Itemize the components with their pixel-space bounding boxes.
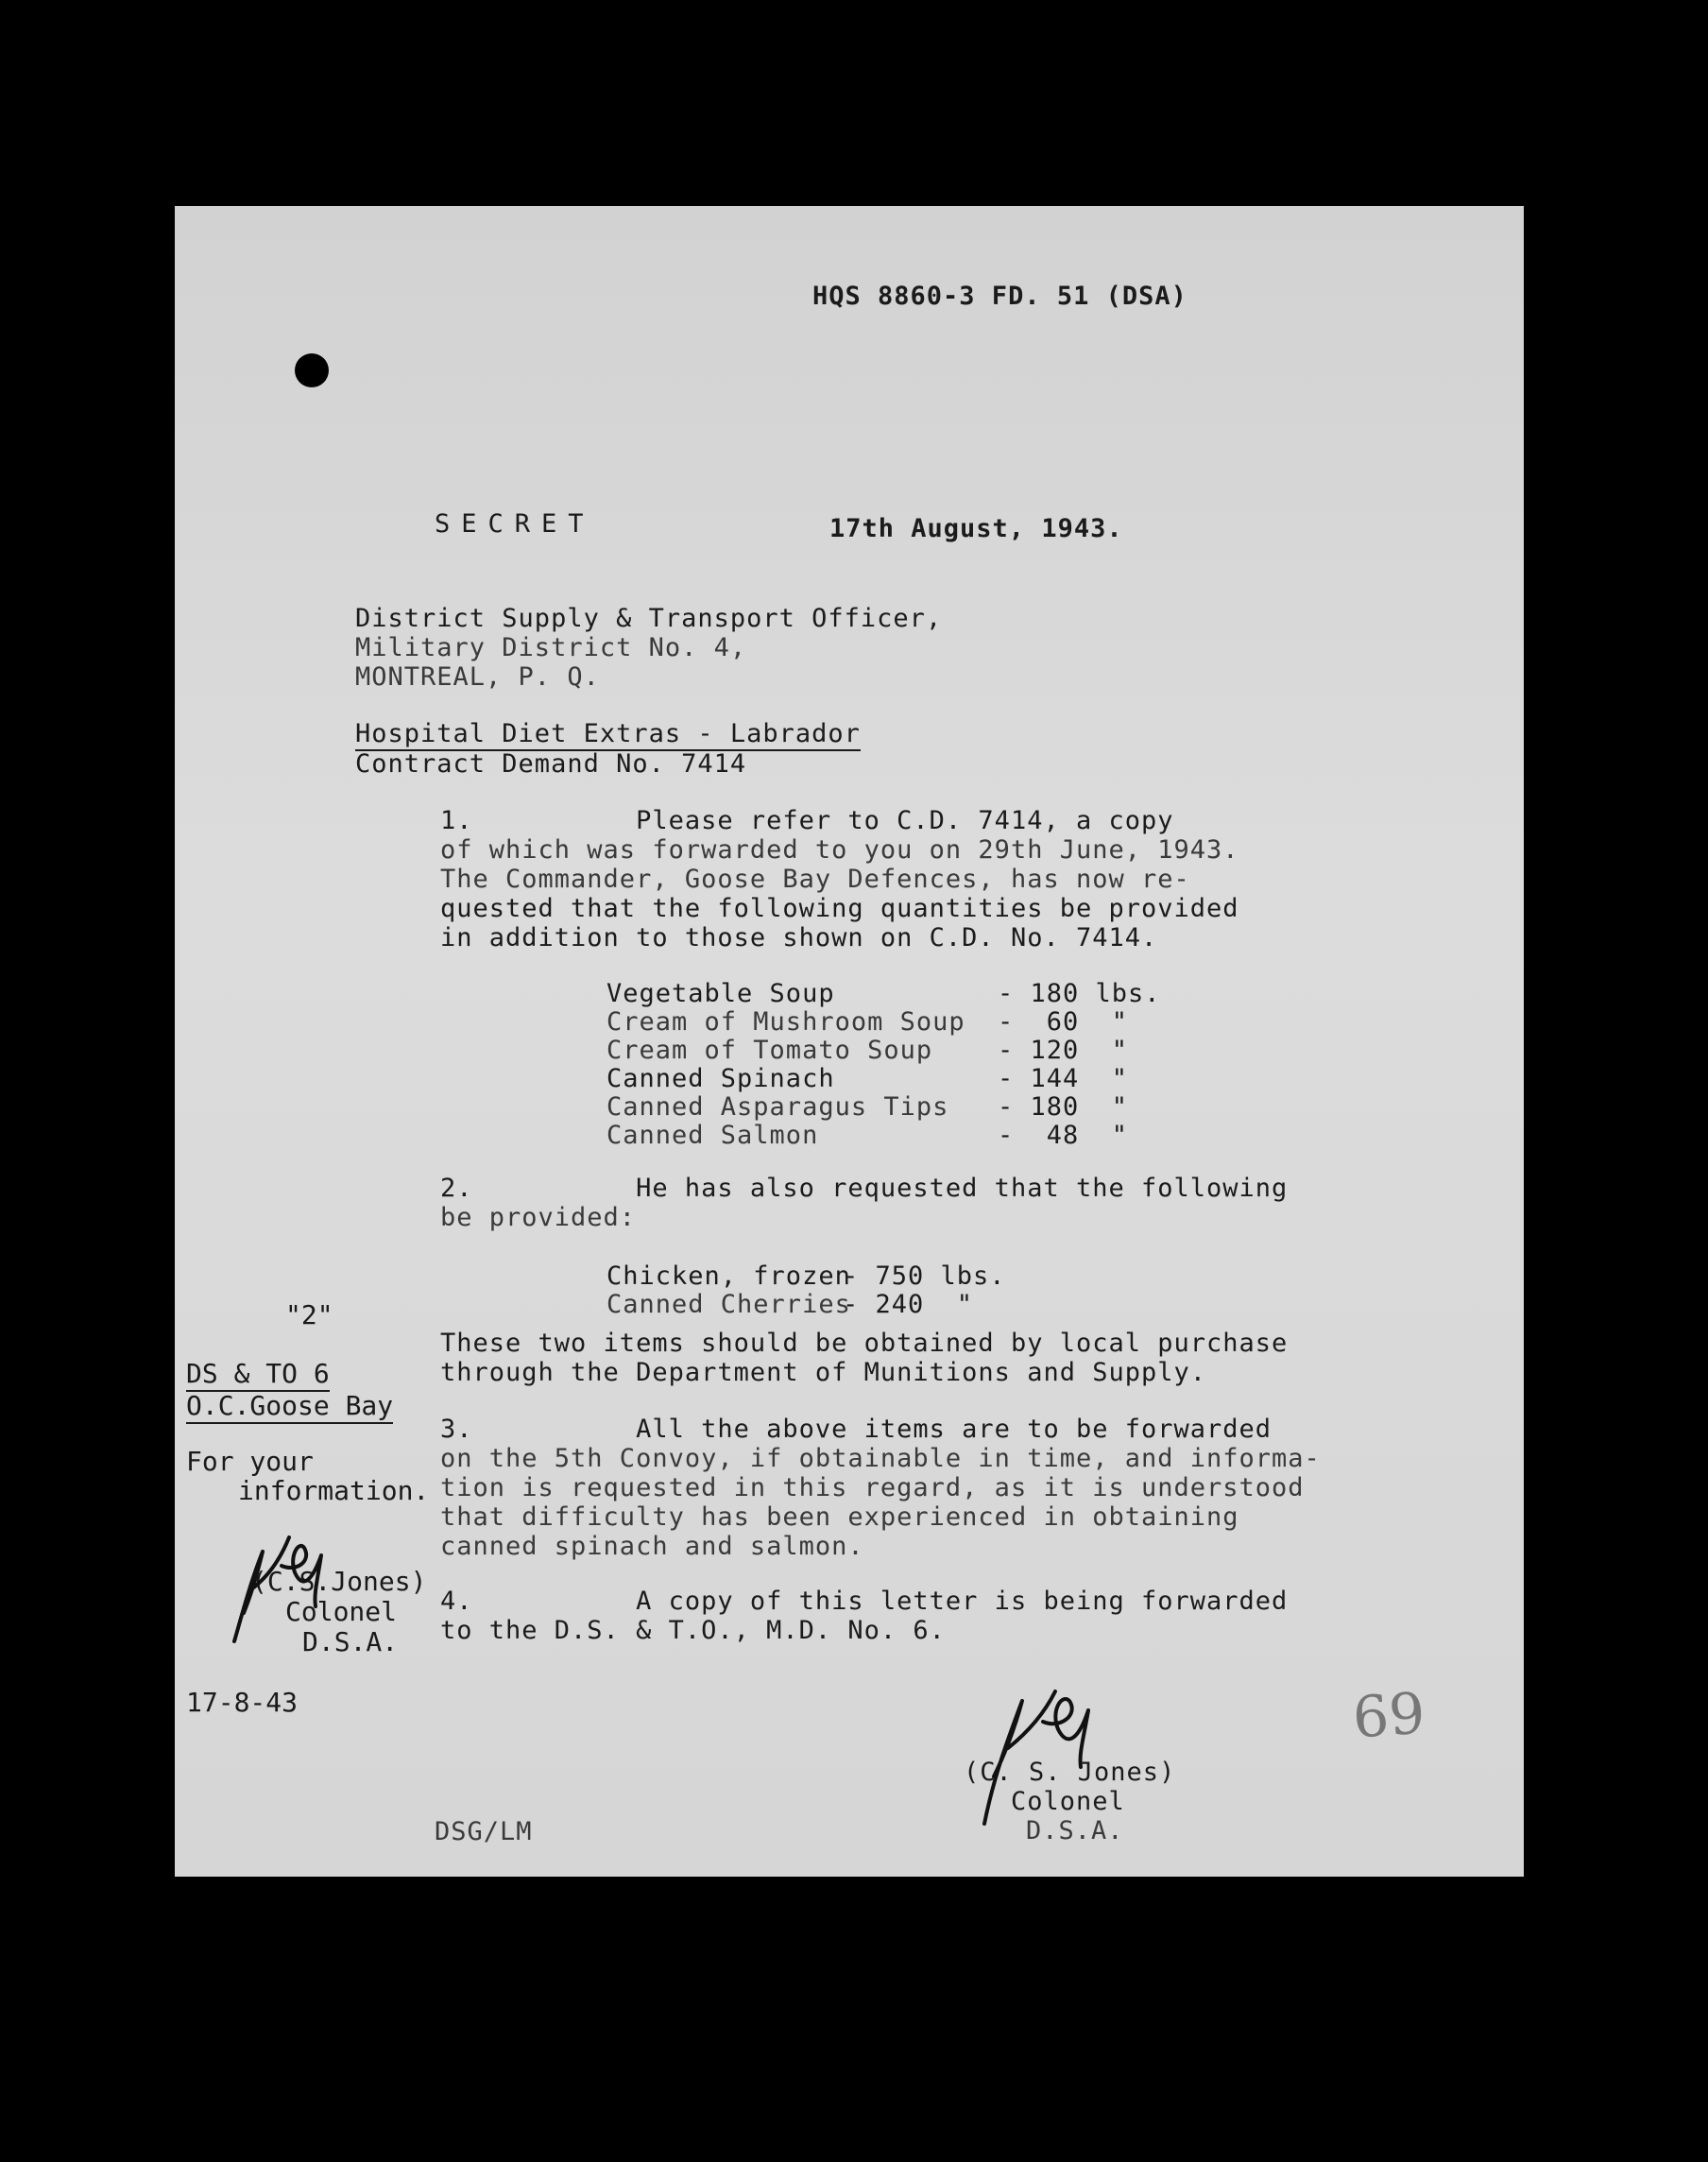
paragraph-line: The Commander, Goose Bay Defences, has now re- (440, 865, 1190, 894)
paragraph-line: canned spinach and salmon. (440, 1532, 864, 1561)
paragraph-line: be provided: (440, 1203, 637, 1232)
addressee-line: MONTREAL, P. Q. (355, 662, 600, 692)
item-name: Chicken, frozen (606, 1261, 851, 1291)
signatory-name: (C. S. Jones) (964, 1758, 1176, 1787)
margin-signatory-title: D.S.A. (302, 1626, 399, 1657)
margin-number: "2" (285, 1299, 333, 1330)
paragraph-line: through the Department of Munitions and Supply. (440, 1358, 1207, 1387)
item-quantity: - 180 " (998, 1092, 1129, 1122)
item-quantity: - 240 " (843, 1290, 974, 1319)
paragraph-line: 2. He has also requested that the following (440, 1174, 1289, 1203)
paragraph-line: 3. All the above items are to be forwarded (440, 1415, 1272, 1444)
item-name: Canned Asparagus Tips (606, 1092, 949, 1122)
item-quantity: - 48 " (998, 1121, 1129, 1150)
item-name: Cream of Tomato Soup (606, 1036, 933, 1065)
margin-text: information. (238, 1475, 430, 1506)
margin-signature-initials (223, 1523, 374, 1646)
paragraph-line: 4. A copy of this letter is being forwarded (440, 1587, 1289, 1616)
margin-date: 17-8-43 (186, 1687, 299, 1718)
item-name: Canned Spinach (606, 1064, 835, 1093)
item-name: Cream of Mushroom Soup (606, 1007, 965, 1037)
margin-routing: O.C.Goose Bay (186, 1393, 393, 1424)
item-name: Vegetable Soup (606, 979, 835, 1008)
paragraph-line: tion is requested in this regard, as it is understood (440, 1473, 1305, 1502)
signatory-title: D.S.A. (1026, 1816, 1124, 1845)
margin-text: For your (186, 1446, 314, 1477)
paragraph-line: in addition to those shown on C.D. No. 7414. (440, 923, 1158, 952)
item-quantity: - 60 " (998, 1007, 1129, 1037)
subject-line: Hospital Diet Extras - Labrador (355, 721, 861, 751)
classification-marking: SECRET (435, 509, 595, 539)
paragraph-line: on the 5th Convoy, if obtainable in time, and informa- (440, 1444, 1321, 1473)
margin-signatory-rank: Colonel (285, 1596, 398, 1627)
item-quantity: - 750 lbs. (843, 1261, 1006, 1291)
paragraph-line: that difficulty has been experienced in obtaining (440, 1502, 1239, 1532)
paragraph-line: to the D.S. & T.O., M.D. No. 6. (440, 1616, 946, 1645)
item-quantity: - 144 " (998, 1064, 1129, 1093)
item-quantity: - 120 " (998, 1036, 1129, 1065)
paragraph-line: These two items should be obtained by local purchase (440, 1329, 1289, 1358)
paragraph-line: quested that the following quantities be provided (440, 894, 1239, 923)
reference-initials: DSG/LM (435, 1817, 533, 1846)
addressee-line: District Supply & Transport Officer, (355, 604, 943, 633)
margin-routing: DS & TO 6 (186, 1361, 330, 1392)
folio-number: 69 (1350, 1680, 1427, 1752)
signatory-rank: Colonel (1011, 1787, 1125, 1816)
file-reference: HQS 8860-3 FD. 51 (DSA) (812, 282, 1187, 311)
paragraph-line: 1. Please refer to C.D. 7414, a copy (440, 806, 1174, 835)
letter-date: 17th August, 1943. (829, 514, 1123, 543)
item-quantity: - 180 lbs. (998, 979, 1161, 1008)
subject-reference: Contract Demand No. 7414 (355, 749, 747, 779)
addressee-line: Military District No. 4, (355, 633, 747, 662)
margin-signatory-name: (C.S.Jones) (251, 1566, 427, 1597)
paragraph-line: of which was forwarded to you on 29th June, 1943. (440, 835, 1239, 865)
punch-hole (295, 353, 329, 387)
item-name: Canned Salmon (606, 1121, 819, 1150)
item-name: Canned Cherries (606, 1290, 851, 1319)
